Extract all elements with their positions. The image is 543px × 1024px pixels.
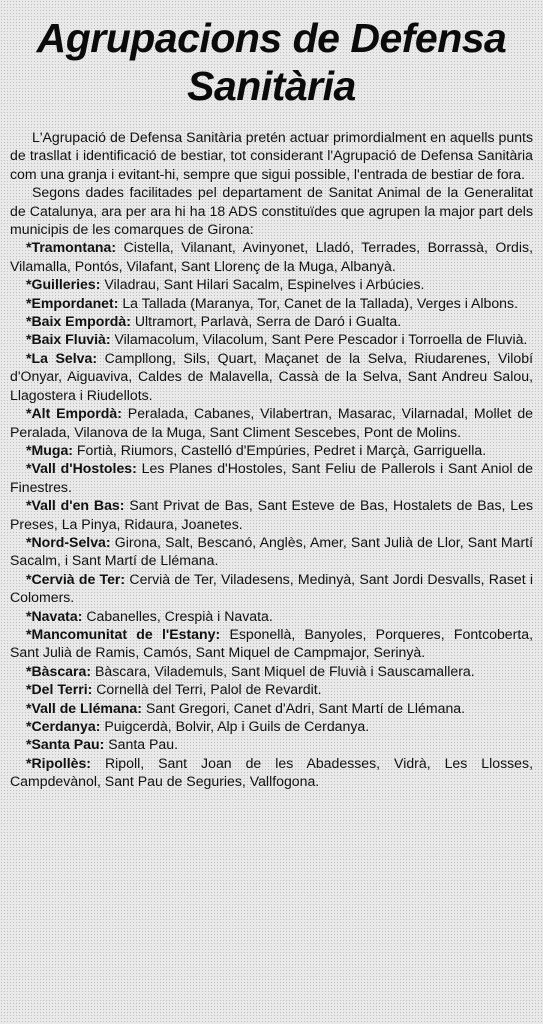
ads-entry xyxy=(10,570,533,607)
ads-entry-name: *Guilleries: xyxy=(26,276,101,293)
ads-entry-municipalities: Girona, Salt, Bescanó, Anglès, Amer, Sant Julià de Llor, Sant Martí Sacalm, i Sant Martí de Llémana. xyxy=(10,533,533,569)
ads-entry-name: *Nord-Selva: xyxy=(26,533,111,550)
ads-entry xyxy=(10,275,533,293)
ads-entry xyxy=(10,441,533,459)
ads-entry xyxy=(10,312,533,330)
ads-entry xyxy=(10,330,533,348)
ads-entry-municipalities: Sant Privat de Bas, Sant Esteve de Bas, Hostalets de Bas, Les Preses, La Pinya, Ridaura, Joanetes. xyxy=(10,497,533,532)
ads-entry-municipalities: Peralada, Cabanes, Vilabertran, Masarac, Vilarnadal, Mollet de Peralada, Vilanova de la Muga, Sant Climent Sescebes, Pont de Molins. xyxy=(10,405,534,440)
ads-entry-name: *Empordanet: xyxy=(26,294,119,311)
data-source-paragraph: Segons dades facilitades pel departament de Sanitat Animal de la Generalitat de Catalunya, ara per ara hi ha 18 ADS constituïdes que agrupen la major part dels municipis de les comarques de Girona: xyxy=(10,184,533,238)
ads-entry xyxy=(10,294,533,312)
ads-entry xyxy=(10,754,533,791)
ads-entry-municipalities: Les Planes d'Hostoles, Sant Feliu de Pallerols i Sant Aniol de Finestres. xyxy=(10,460,533,495)
ads-entry-name: *Navata: xyxy=(26,607,83,624)
ads-entry-municipalities: Campllong, Sils, Quart, Maçanet de la Selva, Riudarenes, Vilobí d'Onyar, Aiguaviva, Caldes de Malavella, Cassà de la Selva, Sant Andreu Salou, Llagostera i Riudellots. xyxy=(10,349,533,403)
ads-entry-name: *Muga: xyxy=(26,441,73,458)
ads-entry xyxy=(10,404,533,441)
ads-entry xyxy=(10,349,533,404)
ads-entry-municipalities: Cervià de Ter, Viladesens, Medinyà, Sant Jordi Desvalls, Raset i Colomers. xyxy=(10,570,534,606)
ads-entry xyxy=(10,533,533,570)
ads-entry-municipalities: Bàscara, Vilademuls, Sant Miquel de Fluvià i Sauscamallera. xyxy=(94,662,475,679)
ads-entry-municipalities: Ultramort, Parlavà, Serra de Daró i Gualta. xyxy=(134,313,402,330)
ads-entry xyxy=(10,735,533,753)
ads-entry-name: *Vall d'Hostoles: xyxy=(26,460,137,477)
title-line-2: Sanitària xyxy=(187,63,356,109)
ads-entry-municipalities: Fortià, Riumors, Castelló d'Empúries, Pedret i Marçà, Garriguella. xyxy=(76,441,487,458)
ads-entry-municipalities: Cornellà del Terri, Palol de Revardit. xyxy=(96,681,322,698)
ads-entry-name: *Vall d'en Bas: xyxy=(26,497,125,514)
ads-list xyxy=(10,238,533,790)
ads-entry-municipalities: Puigcerdà, Bolvir, Alp i Guils de Cerdanya. xyxy=(104,718,370,734)
ads-entry-municipalities: Cabanelles, Crespià i Navata. xyxy=(86,607,273,624)
ads-entry xyxy=(10,607,533,625)
ads-entry xyxy=(10,496,533,533)
ads-entry-name: *Ripollès: xyxy=(26,754,91,771)
intro-paragraph: L'Agrupació de Defensa Sanitària pretén actuar primordialment en aquells punts de trasllat i identificació de bestiar, tot considerant l'Agrupació de Defensa Sanitària com una granja i evitant-hi, sempre que sigui possible, l'entrada de bestiar de fora. xyxy=(10,129,533,182)
ads-entry-municipalities: Sant Gregori, Canet d'Adri, Sant Martí de Llémana. xyxy=(145,699,466,716)
ads-entry xyxy=(10,459,533,496)
ads-entry xyxy=(10,699,533,717)
ads-entry-name: *Tramontana: xyxy=(26,239,117,256)
title-line-1: Agrupacions de Defensa xyxy=(36,15,507,61)
ads-entry-name: *Alt Empordà: xyxy=(26,405,122,422)
ads-entry-name: *Cerdanya: xyxy=(26,718,101,734)
ads-entry-name: *Baix Empordà: xyxy=(26,313,131,330)
ads-entry-municipalities: Santa Pau. xyxy=(108,736,178,753)
article-title xyxy=(10,0,533,110)
ads-entry-name: *Santa Pau: xyxy=(26,736,105,753)
ads-entry-municipalities: Cistella, Vilanant, Avinyonet, Lladó, Terrades, Borrassà, Ordis, Vilamalla, Pontós, Vilafant, Sant Llorenç de la Muga, Albanyà. xyxy=(10,239,533,274)
ads-entry-municipalities: Esponellà, Banyoles, Porqueres, Fontcoberta, Sant Julià de Ramis, Camós, Sant Miquel de Campmajor, Serinyà. xyxy=(10,625,534,661)
ads-entry-name: *Bàscara: xyxy=(26,662,92,679)
ads-entry-name: *Vall de Llémana: xyxy=(26,699,142,716)
ads-entry-municipalities: Viladrau, Sant Hilari Sacalm, Espinelves i Arbúcies. xyxy=(104,276,425,293)
ads-entry-name: *La Selva: xyxy=(26,349,98,366)
ads-entry-name: *Del Terri: xyxy=(26,681,93,698)
ads-entry xyxy=(10,238,533,275)
article-body xyxy=(10,128,533,791)
ads-entry-municipalities: Ripoll, Sant Joan de les Abadesses, Vidrà, Les Llosses, Campdevànol, Sant Pau de Seguries, Vallfogona. xyxy=(10,754,533,790)
ads-entry xyxy=(10,625,533,662)
ads-entry xyxy=(10,662,533,680)
ads-entry xyxy=(10,717,533,735)
ads-entry-name: *Baix Fluvià: xyxy=(26,331,111,348)
ads-entry-name: *Mancomunitat de l'Estany: xyxy=(26,625,221,642)
ads-entry xyxy=(10,680,533,698)
ads-entry-name: *Cervià de Ter: xyxy=(26,570,126,587)
ads-entry-municipalities: La Tallada (Maranya, Tor, Canet de la Tallada), Verges i Albons. xyxy=(122,294,518,311)
ads-entry-municipalities: Vilamacolum, Vilacolum, Sant Pere Pescador i Torroella de Fluvià. xyxy=(114,331,528,348)
